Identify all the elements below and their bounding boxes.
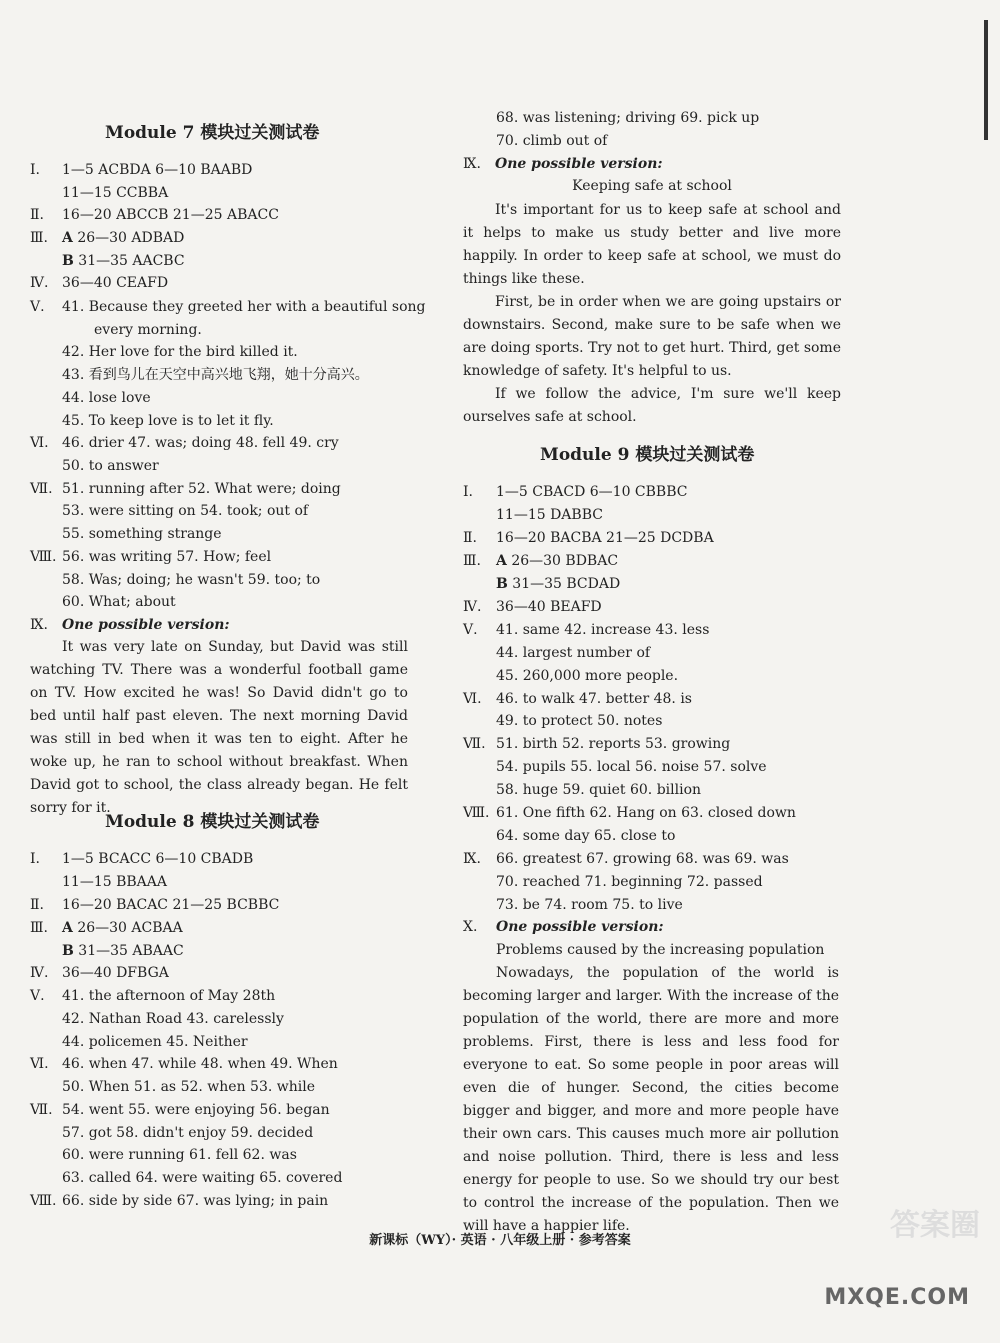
watermark-logo: 答案圈	[890, 1208, 980, 1243]
m7-q44: 44. lose love	[62, 390, 151, 406]
m9-q64: 64. some day 65. close to	[496, 828, 676, 844]
m7-section-8: Ⅷ. 56. was writing 57. How; feel	[30, 549, 272, 565]
m8-section-7: Ⅶ. 54. went 55. were enjoying 56. began	[30, 1102, 330, 1118]
m9-essay: Nowadays, the population of the world is becoming larger and larger. With the increase of the population of the world, there are more and more problems. First, there is less and less food for everyone to eat. So some people in poor areas will even die of hunger. Second, the cities become bigger and bigger, and more and more people have their own cars. This causes much more air pollution and noise pollution. Third, there is less and less energy for people to use. So we should try our best to control the increase of the population. Then we will have a happier life.	[463, 965, 839, 1234]
m7-section-9: Ⅸ. One possible version:	[30, 617, 230, 633]
m9-q44: 44. largest number of	[496, 645, 651, 661]
m7-q50: 50. to answer	[62, 458, 159, 474]
module8-title: Module 8 模块过关测试卷	[105, 812, 320, 832]
m8-q60: 60. were running 61. fell 62. was	[62, 1147, 297, 1163]
m7-section-6: Ⅵ. 46. drier 47. was; doing 48. fell 49. cry	[30, 435, 339, 451]
m8-q68: 68. was listening; driving 69. pick up	[496, 110, 760, 126]
m7-essay: It was very late on Sunday, but David was still watching TV. There was a wonderful football game on TV. How excited he was! So David didn't go to bed until half past eleven. The next morning David was still in bed when it was ten to eight. After he woke up, he ran to school without breakfast. When David got to school, the class already began. He felt sorry for it.	[30, 639, 408, 816]
m7-section-1: Ⅰ. 1—5 ACBDA 6—10 BAABD	[30, 162, 253, 178]
page-edge-mark	[984, 20, 988, 140]
m9-essay-title: Problems caused by the increasing population	[496, 942, 825, 958]
m9-section-1: Ⅰ. 1—5 CBACD 6—10 CBBBC	[463, 484, 688, 500]
m8-q57: 57. got 58. didn't enjoy 59. decided	[62, 1125, 314, 1141]
m7-section-2: Ⅱ. 16—20 ABCCB 21—25 ABACC	[30, 207, 279, 223]
m7-section-3: Ⅲ. A 26—30 ADBAD	[30, 230, 185, 246]
m9-q49: 49. to protect 50. notes	[496, 713, 663, 729]
m7-q60: 60. What; about	[62, 594, 176, 610]
m7-q45: 45. To keep love is to let it fly.	[62, 413, 274, 429]
m8-q50: 50. When 51. as 52. when 53. while	[62, 1079, 315, 1095]
m9-section-3: Ⅲ. A 26—30 BDBAC	[463, 553, 619, 569]
m8-section-4: Ⅳ. 36—40 DFBGA	[30, 965, 169, 981]
m9-q70: 70. reached 71. beginning 72. passed	[496, 874, 763, 890]
m7-q43: 43. 看到鸟儿在天空中高兴地飞翔，她十分高兴。	[62, 367, 369, 383]
m9-q45: 45. 260,000 more people.	[496, 668, 679, 684]
m8-q42: 42. Nathan Road 43. carelessly	[62, 1011, 284, 1027]
m9-q73: 73. be 74. room 75. to live	[496, 897, 683, 913]
m8-q63: 63. called 64. were waiting 65. covered	[62, 1170, 343, 1186]
m9-section-4: Ⅳ. 36—40 BEAFD	[463, 599, 602, 615]
m7-q58: 58. Was; doing; he wasn't 59. too; to	[62, 572, 321, 588]
m7-q42: 42. Her love for the bird killed it.	[62, 344, 298, 360]
watermark: MXQE.COM	[824, 1285, 970, 1310]
m8-q70: 70. climb out of	[496, 133, 608, 149]
m8-essay: It's important for us to keep safe at school and it helps to make us study better and live more happily. In order to keep safe at school, we must do things like these. First, be in order when we are going upstairs or downstairs. Second, make sure to be safe when we are doing sports. Try not to get hurt. Third, get some knowledge of safety. It's helpful to us. If we follow the advice, I'm sure we'll keep ourselves safe at school.	[463, 202, 841, 425]
m7-section-1-cont: 11—15 CCBBA	[62, 185, 169, 201]
m7-section-7: Ⅶ. 51. running after 52. What were; doing	[30, 481, 341, 497]
m9-section-6: Ⅵ. 46. to walk 47. better 48. is	[463, 691, 692, 707]
module7-title: Module 7 模块过关测试卷	[105, 123, 320, 143]
m9-section-1-cont: 11—15 DABBC	[496, 507, 603, 523]
m9-section-8: Ⅷ. 61. One fifth 62. Hang on 63. closed down	[463, 805, 796, 821]
m9-section-10: Ⅹ. One possible version:	[463, 919, 664, 935]
m8-section-1-cont: 11—15 BBAAA	[62, 874, 167, 890]
m9-section-9: Ⅸ. 66. greatest 67. growing 68. was 69. was	[463, 851, 789, 867]
m8-section-1: Ⅰ. 1—5 BCACC 6—10 CBADB	[30, 851, 254, 867]
m9-section-2: Ⅱ. 16—20 BACBA 21—25 DCDBA	[463, 530, 714, 546]
m8-section-9: Ⅸ. One possible version:	[463, 156, 663, 172]
m8-section-5: Ⅴ. 41. the afternoon of May 28th	[30, 988, 276, 1004]
m8-section-3b: B 31—35 ABAAC	[62, 943, 184, 959]
m8-q44: 44. policemen 45. Neither	[62, 1034, 248, 1050]
m7-section-4: Ⅳ. 36—40 CEAFD	[30, 275, 169, 291]
m9-section-3b: B 31—35 BCDAD	[496, 576, 621, 592]
m9-section-5: Ⅴ. 41. same 42. increase 43. less	[463, 622, 710, 638]
m7-q41-cont: every morning.	[94, 322, 202, 338]
m7-section-5: Ⅴ. 41. Because they greeted her with a beautiful song	[30, 299, 426, 315]
m7-section-3b: B 31—35 AACBC	[62, 253, 185, 269]
m7-q53: 53. were sitting on 54. took; out of	[62, 503, 309, 519]
m9-q58: 58. huge 59. quiet 60. billion	[496, 782, 702, 798]
m9-q54: 54. pupils 55. local 56. noise 57. solve	[496, 759, 767, 775]
m8-section-3: Ⅲ. A 26—30 ACBAA	[30, 920, 183, 936]
m7-q55: 55. something strange	[62, 526, 222, 542]
m8-section-8: Ⅷ. 66. side by side 67. was lying; in pain	[30, 1193, 329, 1209]
module9-title: Module 9 模块过关测试卷	[540, 445, 755, 465]
m8-section-2: Ⅱ. 16—20 BACAC 21—25 BCBBC	[30, 897, 280, 913]
m8-essay-title: Keeping safe at school	[572, 178, 732, 194]
m8-section-6: Ⅵ. 46. when 47. while 48. when 49. When	[30, 1056, 338, 1072]
page-footer: 新课标（WY）· 英语 · 八年级上册 · 参考答案	[369, 1233, 631, 1248]
m9-section-7: Ⅶ. 51. birth 52. reports 53. growing	[463, 736, 731, 752]
